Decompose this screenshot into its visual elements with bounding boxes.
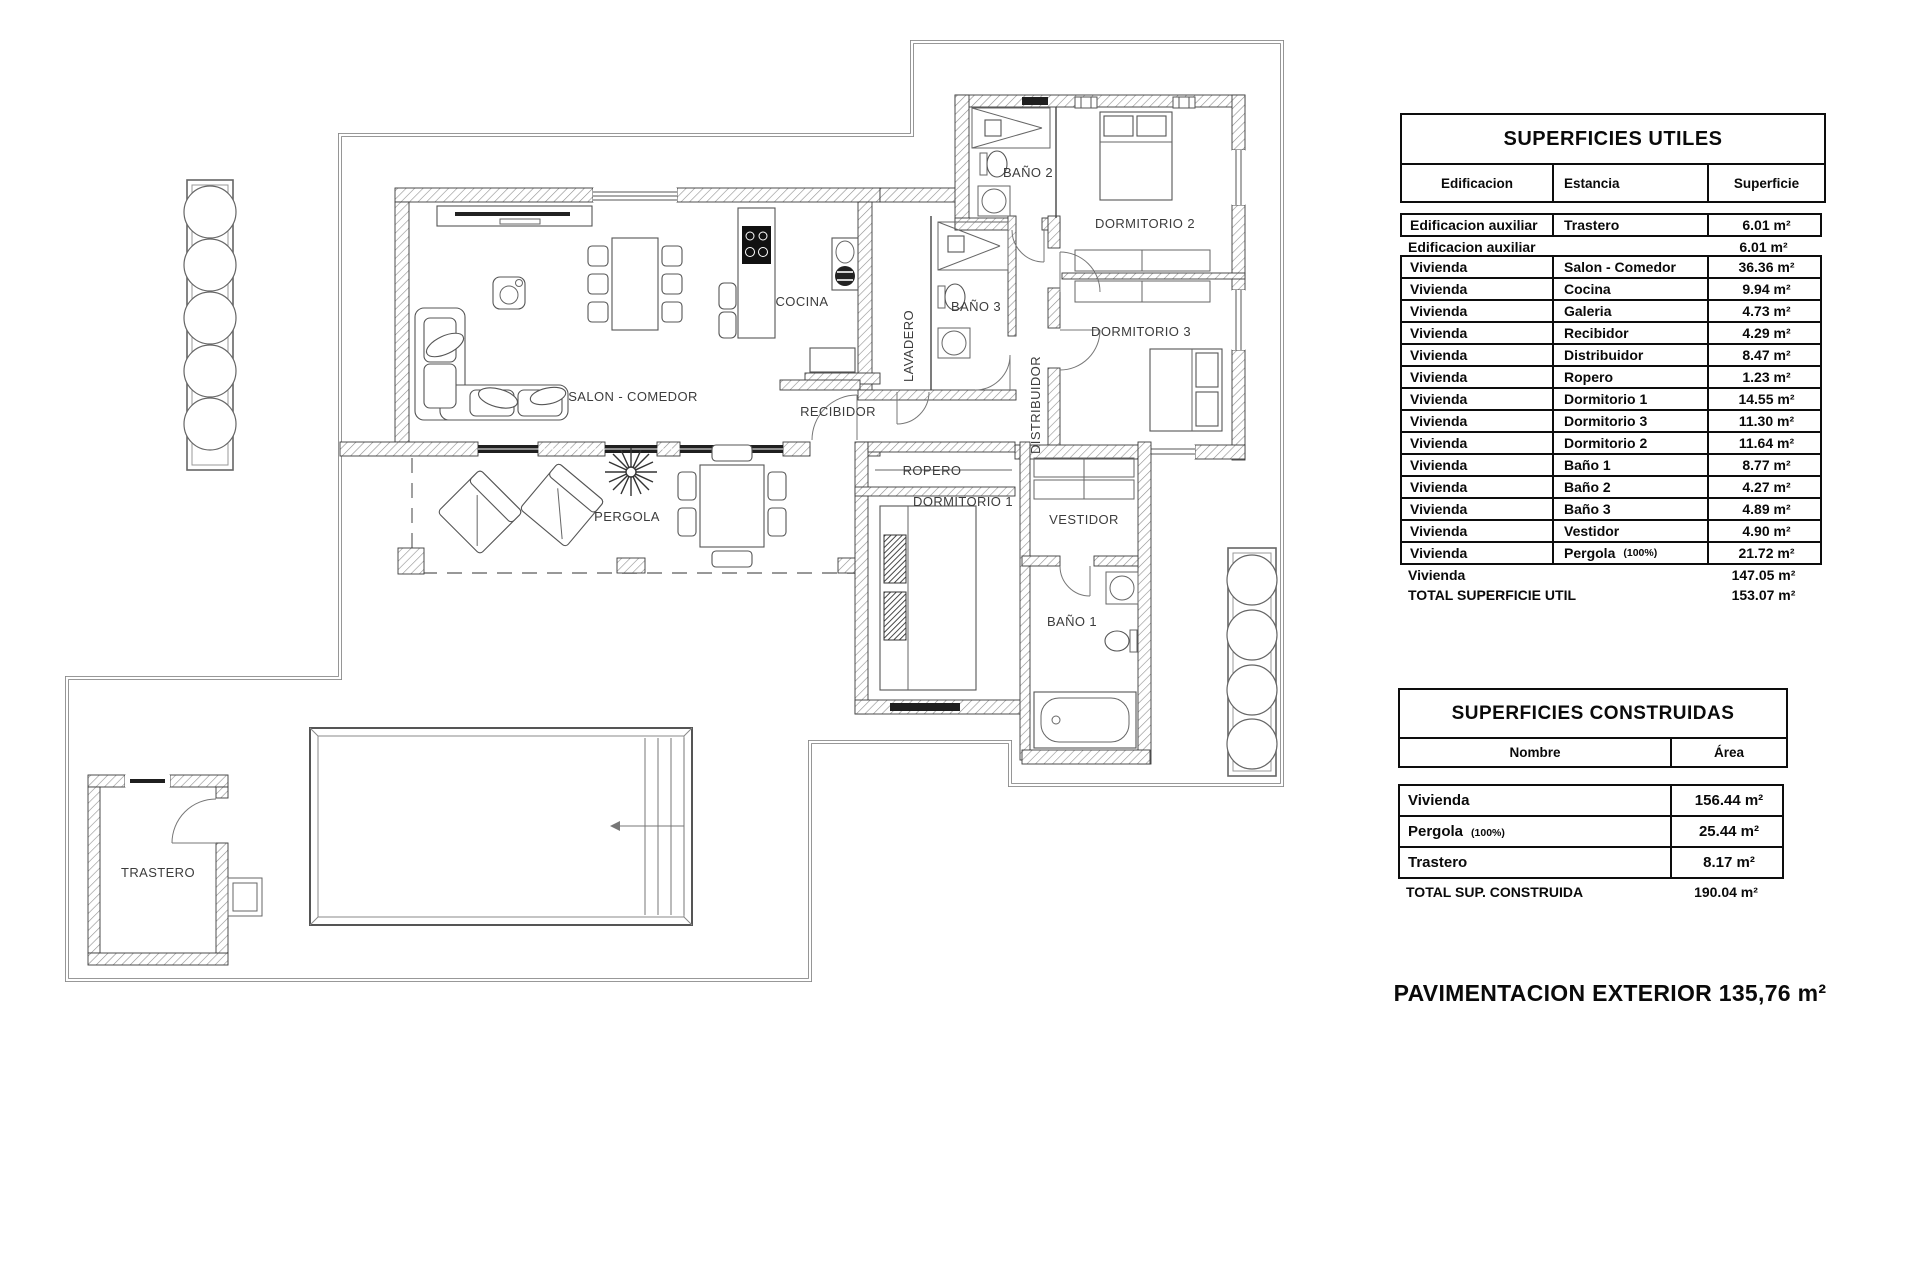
table-row-subtotal: Edificacion auxiliar 6.01 m² — [1400, 237, 1822, 257]
wardrobe-vestidor — [1034, 458, 1134, 499]
room-label-dormitorio3: DORMITORIO 3 — [1091, 324, 1191, 339]
col-area: Área — [1670, 739, 1786, 766]
pool — [310, 728, 692, 925]
kitchen-sink — [832, 238, 858, 290]
planter-right — [1227, 548, 1277, 776]
col-estancia: Estancia — [1552, 165, 1707, 201]
table-row: Pergola (100%) 25.44 m² — [1398, 815, 1784, 848]
table-row: Vivienda Vestidor 4.90 m² — [1400, 519, 1822, 543]
room-label-pergola: PERGOLA — [594, 509, 660, 524]
room-label-vestidor: VESTIDOR — [1049, 512, 1119, 527]
table-row: Vivienda Pergola (100%) 21.72 m² — [1400, 541, 1822, 565]
room-label-salon-comedor: SALON - COMEDOR — [568, 389, 698, 404]
table-row: Edificacion auxiliar Trastero 6.01 m² — [1400, 213, 1822, 237]
kitchen-island — [719, 208, 775, 338]
superficies-utiles-rows — [1400, 215, 1822, 605]
room-label-bano2: BAÑO 2 — [1002, 165, 1054, 180]
bed-dormitorio1 — [880, 506, 976, 690]
bed-dormitorio2 — [1100, 112, 1172, 200]
table-row: Vivienda Dormitorio 2 11.64 m² — [1400, 431, 1822, 455]
table-row: Vivienda Galeria 4.73 m² — [1400, 299, 1822, 323]
pavimentacion-exterior-note: PAVIMENTACION EXTERIOR 135,76 m² — [1393, 980, 1827, 1006]
table-row: Vivienda Salon - Comedor 36.36 m² — [1400, 255, 1822, 279]
sink-bano3 — [938, 328, 970, 358]
window-icon — [593, 188, 677, 202]
col-nombre: Nombre — [1509, 745, 1561, 760]
superficies-construidas-title: SUPERFICIES CONSTRUIDAS — [1400, 690, 1786, 739]
dining-table — [588, 238, 682, 330]
room-label-ropero: ROPERO — [902, 463, 962, 478]
table-row: Vivienda Recibidor 4.29 m² — [1400, 321, 1822, 345]
stove-icon — [493, 277, 525, 309]
room-label-trastero: TRASTERO — [121, 865, 195, 880]
col-superficie: Superficie — [1707, 165, 1824, 201]
pergola-post — [398, 548, 424, 574]
superficies-utiles-header — [1400, 113, 1826, 203]
window-icon — [125, 775, 170, 787]
table-row: Vivienda Distribuidor 8.47 m² — [1400, 343, 1822, 367]
room-label-cocina: COCINA — [775, 294, 829, 309]
table-row: Vivienda Baño 1 8.77 m² — [1400, 453, 1822, 477]
appliance — [810, 348, 855, 372]
outdoor-table — [678, 445, 786, 567]
room-label-dormitorio1: DORMITORIO 1 — [913, 494, 1013, 509]
bathtub — [1034, 692, 1136, 748]
superficies-construidas-rows — [1398, 786, 1784, 905]
vanity-bano1 — [1106, 572, 1138, 604]
bar-stool — [719, 283, 736, 309]
toilet-bano1 — [1105, 630, 1137, 652]
planter-left — [184, 180, 236, 470]
sofa — [415, 308, 568, 420]
bar-stool — [719, 312, 736, 338]
room-label-dormitorio2: DORMITORIO 2 — [1095, 216, 1195, 231]
shower-bano2 — [972, 108, 1050, 148]
plant-icon — [605, 448, 657, 496]
superficies-utiles-title: SUPERFICIES UTILES — [1402, 115, 1824, 165]
table-row: Vivienda Baño 2 4.27 m² — [1400, 475, 1822, 499]
room-label-bano1: BAÑO 1 — [1046, 614, 1098, 629]
table-row: Vivienda Ropero 1.23 m² — [1400, 365, 1822, 389]
table-row: Vivienda Dormitorio 1 14.55 m² — [1400, 387, 1822, 411]
table-row: Vivienda Baño 3 4.89 m² — [1400, 497, 1822, 521]
table-row-subtotal: Vivienda 147.05 m² — [1400, 565, 1822, 585]
pergola-post — [617, 558, 645, 573]
room-label-bano3: BAÑO 3 — [950, 299, 1002, 314]
superficies-construidas-header — [1398, 688, 1788, 768]
table-row-total: TOTAL SUPERFICIE UTIL 153.07 m² — [1400, 585, 1822, 605]
room-label-distribuidor: DISTRIBUIDOR — [1028, 356, 1043, 454]
room-label-recibidor: RECIBIDOR — [800, 404, 876, 419]
bed-dormitorio3 — [1150, 349, 1222, 431]
tv-unit — [437, 206, 592, 226]
table-row: Vivienda 156.44 m² — [1398, 784, 1784, 817]
sink-bano2 — [978, 186, 1010, 216]
col-edificacion: Edificacion — [1440, 175, 1513, 191]
table-row: Vivienda Dormitorio 3 11.30 m² — [1400, 409, 1822, 433]
table-row: Trastero 8.17 m² — [1398, 846, 1784, 879]
outdoor-armchair — [438, 463, 605, 555]
table-row: Vivienda Cocina 9.94 m² — [1400, 277, 1822, 301]
room-label-lavadero: LAVADERO — [901, 309, 916, 383]
table-row-total: TOTAL SUP. CONSTRUIDA 190.04 m² — [1398, 879, 1784, 905]
exterior-unit-inner — [233, 883, 257, 911]
